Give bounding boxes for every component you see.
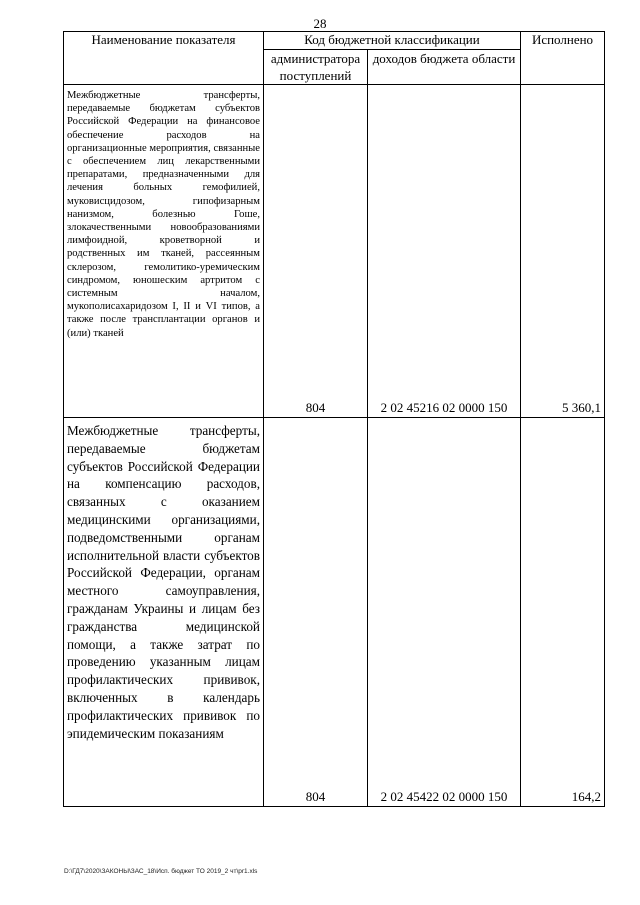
header-admin: администратора поступлений [264, 50, 368, 85]
header-row [64, 32, 605, 50]
row-revenue-code: 2 02 45422 02 0000 150 [368, 418, 521, 807]
page-number: 28 [313, 16, 327, 31]
table-row [64, 418, 605, 807]
header-executed: Исполнено [521, 32, 605, 85]
header-classification-code: Код бюджетной классификации [264, 32, 521, 50]
row-executed-value: 164,2 [521, 418, 605, 807]
file-path-footer: D:\ГД7\2020\ЗАКОНЫ\ЗАС_18\Исп. бюджет ТО 2019_2 чт\рr1.xls [64, 868, 258, 875]
row-revenue-code: 2 02 45216 02 0000 150 [368, 85, 521, 418]
table-row [64, 85, 605, 418]
row-indicator-name: Межбюджетные трансферты, передаваемые бюджетам субъектов Российской Федерации на компенсацию расходов, связанных с оказанием медицинскими организациями, подведомственными органам исполнительной власти субъектов Российской Федерации, органам местного самоуправления, гражданам Украины и лицам без гражданства медицинской помощи, а также затрат по проведению указанным лицам профилактических прививок, включенных в календарь профилактических прививок по эпидемическим показаниям [64, 418, 264, 807]
row-admin-code: 804 [264, 85, 368, 418]
row-indicator-name: Межбюджетные трансферты, передаваемые бюджетам субъектов Российской Федерации на финансовое обеспечение расходов на организационные мероприятия, связанные с обеспечением лиц лекарственными препаратами, предназначенными для лечения больных гемофилией, муковисцидозом, гипофизарным нанизмом, болезнью Гоше, злокачественными новообразованиями лимфоидной, кроветворной и родственных им тканей, рассеянным склерозом, гемолитико-уремическим синдромом, юношеским артритом с системным началом, мукополисахаридозом I, II и VI типов, а также после трансплантации органов и (или) тканей [64, 85, 264, 418]
row-executed-value: 5 360,1 [521, 85, 605, 418]
header-revenue: доходов бюджета области [368, 50, 521, 85]
row-admin-code: 804 [264, 418, 368, 807]
header-indicator-name: Наименование показателя [64, 32, 264, 85]
budget-table [63, 31, 605, 807]
